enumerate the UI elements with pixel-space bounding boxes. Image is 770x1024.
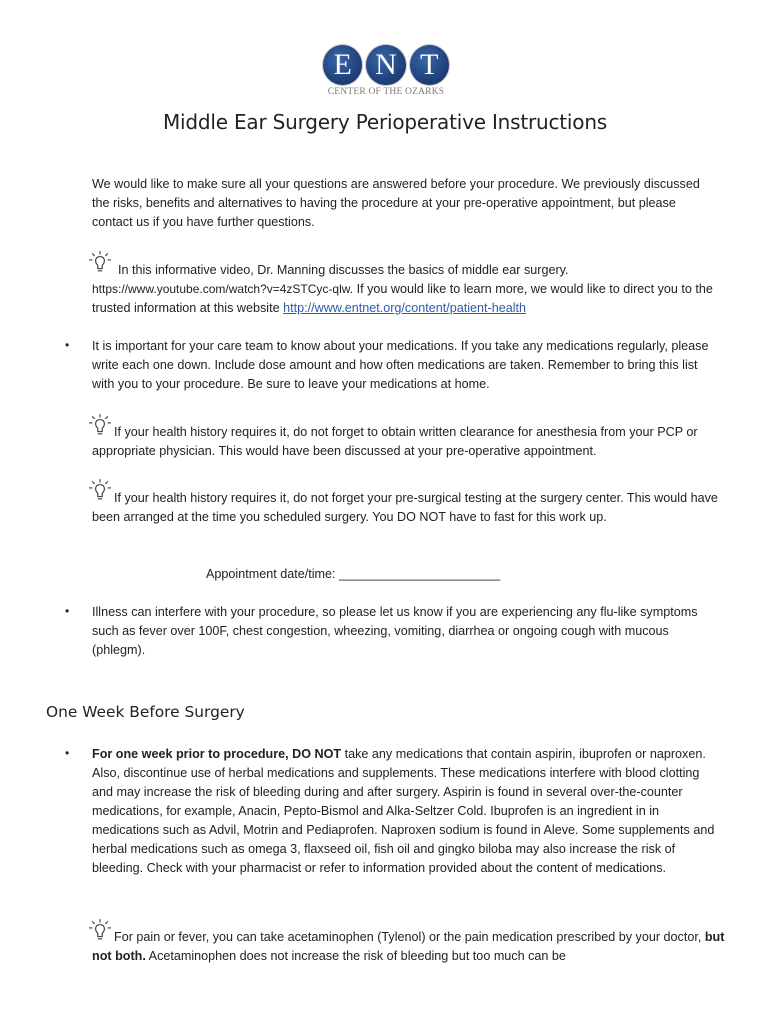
bullet-marker: • — [65, 604, 70, 618]
clearance-paragraph: If your health history requires it, do not forget to obtain written clearance for anesthesia from your PCP or appropriate physician. This would have been discussed at your pre-operative appointment. — [92, 425, 698, 458]
learn-more-text: If you would like to learn more, we would like to direct you to the trusted information at this website — [92, 282, 713, 315]
intro-paragraph: We would like to make sure all your questions are answered before your procedure. We previously discussed the risks, benefits and alternatives to having the procedure at your pre-operative appointment, but please contact us if you have further questions. — [92, 177, 700, 229]
bullet-marker: • — [65, 338, 70, 352]
medications-bullet: It is important for your care team to know about your medications. If you take any medications regularly, please write each one down. Include dose amount and how often medications are taken. Remember to bring this list with you to your procedure. Be sure to leave your medications at home. — [92, 339, 709, 391]
week-prior-emphasis: For one week prior to procedure, DO NOT — [92, 747, 342, 761]
section-heading: One Week Before Surgery — [46, 703, 245, 721]
testing-paragraph: If your health history requires it, do not forget your pre-surgical testing at the surgery center. This would have been arranged at the time you scheduled surgery. You DO NOT have to fast for this work up. — [92, 491, 718, 524]
page-title: Middle Ear Surgery Perioperative Instructions — [162, 110, 608, 134]
appointment-line — [206, 565, 606, 584]
pain-text-continued: Acetaminophen does not increase the risk of bleeding but too much can be — [145, 949, 566, 963]
pain-emphasis: but not both. — [92, 930, 725, 963]
logo-subtitle: CENTER OF THE OZARKS — [327, 87, 445, 97]
appointment-field[interactable]: _______________________ — [339, 567, 501, 581]
ent-logo — [322, 44, 450, 98]
week-prior-text: take any medications that contain aspirin, ibuprofen or naproxen. Also, discontinue use of herbal medications and supplements. These medications interfere with blood clotting and may increase the risk of bleeding during and after surgery. Aspirin is found in several over-the-counter medications, for example, Anacin, Pepto-Bismol and Alka-Seltzer Cold. Ibuprofen is an ingredient in in medications such as Advil, Motrin and Pediaprofen. Naproxen sodium is found in Aleve. Some supplements and herbal medications such as omega 3, flaxseed oil, fish oil and gingko biloba may also increase the risk of bleeding. Check with your pharmacist or refer to information provided about the content of medications. — [92, 747, 715, 875]
appointment-label: Appointment date/time: — [206, 567, 336, 581]
pain-paragraph — [92, 928, 732, 966]
illness-bullet: Illness can interfere with your procedure, so please let us know if you are experiencing any flu-like symptoms such as fever over 100F, chest congestion, wheezing, vomiting, diarrhea or ongoing cough with mucous (phlegm). — [92, 605, 698, 657]
video-paragraph — [92, 280, 732, 318]
logo-letter-n: N — [365, 44, 406, 86]
video-intro-text: In this informative video, Dr. Manning discusses the basics of middle ear surgery. — [118, 263, 569, 277]
logo-letter-e: E — [322, 44, 363, 86]
bullet-marker: • — [65, 746, 70, 760]
entnet-link[interactable]: http://www.entnet.org/content/patient-health — [283, 301, 527, 315]
logo-letters — [322, 44, 450, 86]
pain-text: For pain or fever, you can take acetaminophen (Tylenol) or the pain medication prescribed by your doctor, — [114, 930, 705, 944]
week-prior-bullet — [92, 745, 716, 878]
video-url: https://www.youtube.com/watch?v=4zSTCyc-qlw. — [92, 282, 354, 296]
lightbulb-icon — [88, 250, 112, 272]
logo-letter-t: T — [409, 44, 450, 86]
